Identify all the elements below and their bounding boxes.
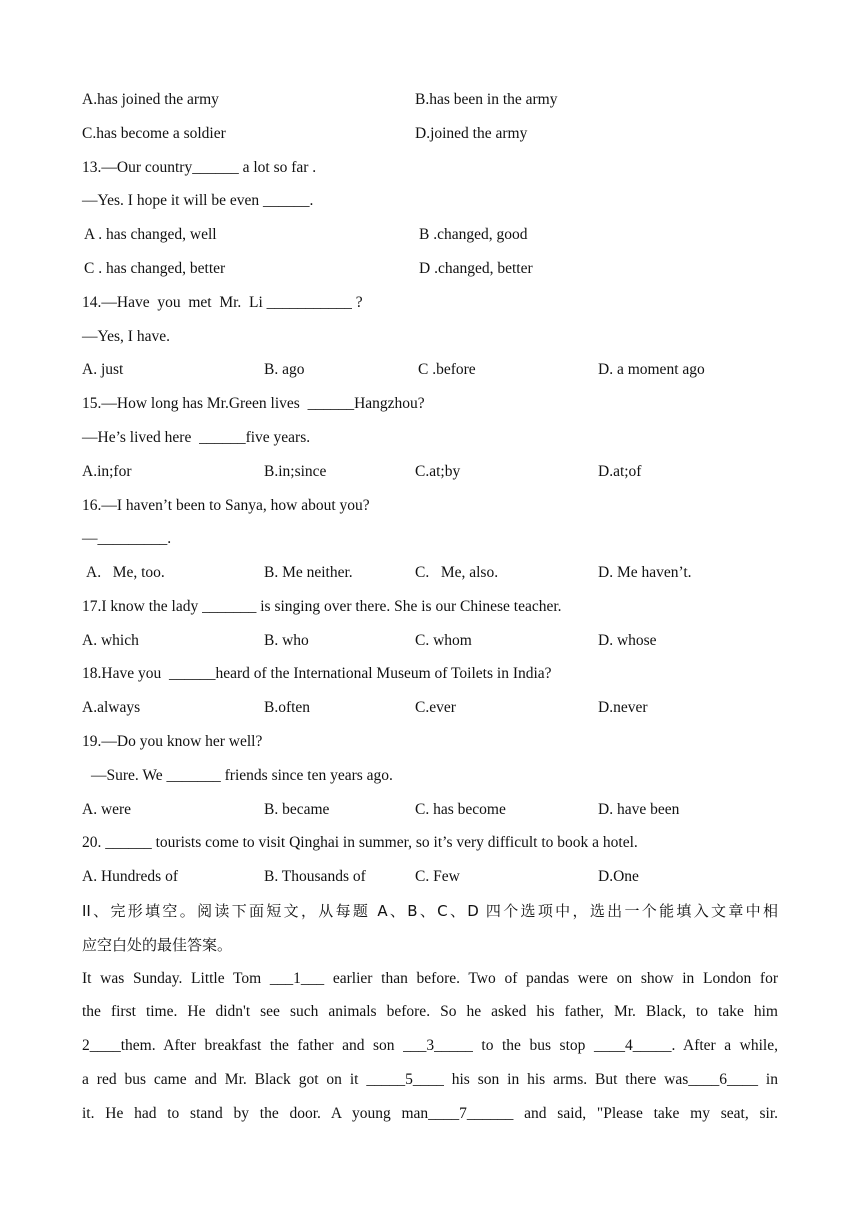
question-12-options-row-1 — [82, 83, 778, 117]
passage-line-3: 2____them. After breakfast the father and son ___3_____ to the bus stop ____4_____. After a while, — [82, 1037, 778, 1054]
question-14-reply: —Yes, I have. — [82, 328, 170, 345]
question-17-options — [82, 624, 778, 658]
question-19-option-a[interactable]: A. were — [82, 801, 132, 818]
question-16-options — [82, 556, 778, 590]
question-13-option-d[interactable]: D .changed, better — [419, 260, 533, 277]
question-15-stem: 15.—How long has Mr.Green lives ______Hangzhou? — [82, 395, 425, 412]
question-12-option-d[interactable]: D.joined the army — [415, 125, 528, 142]
question-19-options — [82, 793, 778, 827]
question-16-reply: —_________. — [82, 530, 172, 547]
question-15-reply: —He’s lived here ______five years. — [82, 429, 311, 446]
question-14-option-b[interactable]: B. ago — [264, 361, 305, 378]
passage-line-5: it. He had to stand by the door. A young man____7______ and said, "Please take my seat, sir. — [82, 1105, 778, 1122]
question-19-stem: 19.—Do you know her well? — [82, 733, 263, 750]
question-12-options-row-2 — [82, 117, 778, 151]
question-18-option-d[interactable]: D.never — [598, 699, 648, 716]
question-13-stem: 13.—Our country______ a lot so far . — [82, 159, 317, 176]
question-20-stem: 20. ______ tourists come to visit Qinghai in summer, so it’s very difficult to book a hotel. — [82, 834, 638, 851]
passage-line-4: a red bus came and Mr. Black got on it _____5____ his son in his arms. But there was____6____ in — [82, 1071, 778, 1088]
question-18-stem: 18.Have you ______heard of the International Museum of Toilets in India? — [82, 665, 552, 682]
question-16-option-a[interactable]: A. Me, too. — [86, 564, 165, 581]
question-12-option-a[interactable]: A.has joined the army — [82, 91, 219, 108]
question-17-option-a[interactable]: A. which — [82, 632, 139, 649]
question-19-option-d[interactable]: D. have been — [598, 801, 680, 818]
question-15-option-b[interactable]: B.in;since — [264, 463, 327, 480]
question-20-option-d[interactable]: D.One — [598, 868, 639, 885]
question-13-option-a[interactable]: A . has changed, well — [84, 226, 217, 243]
question-20-option-a[interactable]: A. Hundreds of — [82, 868, 178, 885]
section-2-heading-line-2: 应空白处的最佳答案。 — [82, 936, 233, 954]
question-15-option-d[interactable]: D.at;of — [598, 463, 642, 480]
question-19-reply: —Sure. We _______ friends since ten years ago. — [91, 767, 393, 784]
question-17-option-b[interactable]: B. who — [264, 632, 309, 649]
question-12-option-c[interactable]: C.has become a soldier — [82, 125, 226, 142]
question-12-option-b[interactable]: B.has been in the army — [415, 91, 558, 108]
question-15-option-a[interactable]: A.in;for — [82, 463, 132, 480]
question-14-option-c[interactable]: C .before — [418, 361, 476, 378]
question-19-option-b[interactable]: B. became — [264, 801, 330, 818]
question-13-option-b[interactable]: B .changed, good — [419, 226, 528, 243]
question-20-option-b[interactable]: B. Thousands of — [264, 868, 366, 885]
question-17-option-d[interactable]: D. whose — [598, 632, 657, 649]
question-16-option-c[interactable]: C. Me, also. — [415, 564, 499, 581]
question-19-option-c[interactable]: C. has become — [415, 801, 506, 818]
question-18-options — [82, 691, 778, 725]
question-16-stem: 16.—I haven’t been to Sanya, how about you? — [82, 497, 370, 514]
question-20-options — [82, 860, 778, 894]
question-18-option-c[interactable]: C.ever — [415, 699, 456, 716]
passage-line-2: the first time. He didn't see such animals before. So he asked his father, Mr. Black, to take him — [82, 1003, 778, 1020]
question-16-option-d[interactable]: D. Me haven’t. — [598, 564, 692, 581]
question-15-options — [82, 455, 778, 489]
question-14-option-a[interactable]: A. just — [82, 361, 124, 378]
question-14-stem: 14.—Have you met Mr. Li ___________ ? — [82, 294, 363, 311]
question-20-option-c[interactable]: C. Few — [415, 868, 460, 885]
section-2-heading-line-1: II、完形填空。阅读下面短文，从每题 A、B、C、D 四个选项中，选出一个能填入文章中相 — [82, 902, 778, 920]
question-18-option-a[interactable]: A.always — [82, 699, 141, 716]
question-14-option-d[interactable]: D. a moment ago — [598, 361, 705, 378]
question-13-options-row-2 — [82, 252, 778, 286]
question-14-options — [82, 353, 778, 387]
question-13-reply: —Yes. I hope it will be even ______. — [82, 192, 314, 209]
question-18-option-b[interactable]: B.often — [264, 699, 311, 716]
question-13-options-row-1 — [82, 218, 778, 252]
question-15-option-c[interactable]: C.at;by — [415, 463, 461, 480]
question-17-stem: 17.I know the lady _______ is singing over there. She is our Chinese teacher. — [82, 598, 562, 615]
question-16-option-b[interactable]: B. Me neither. — [264, 564, 353, 581]
question-13-option-c[interactable]: C . has changed, better — [84, 260, 226, 277]
passage-line-1: It was Sunday. Little Tom ___1___ earlier than before. Two of pandas were on show in London for — [82, 970, 778, 987]
question-17-option-c[interactable]: C. whom — [415, 632, 472, 649]
